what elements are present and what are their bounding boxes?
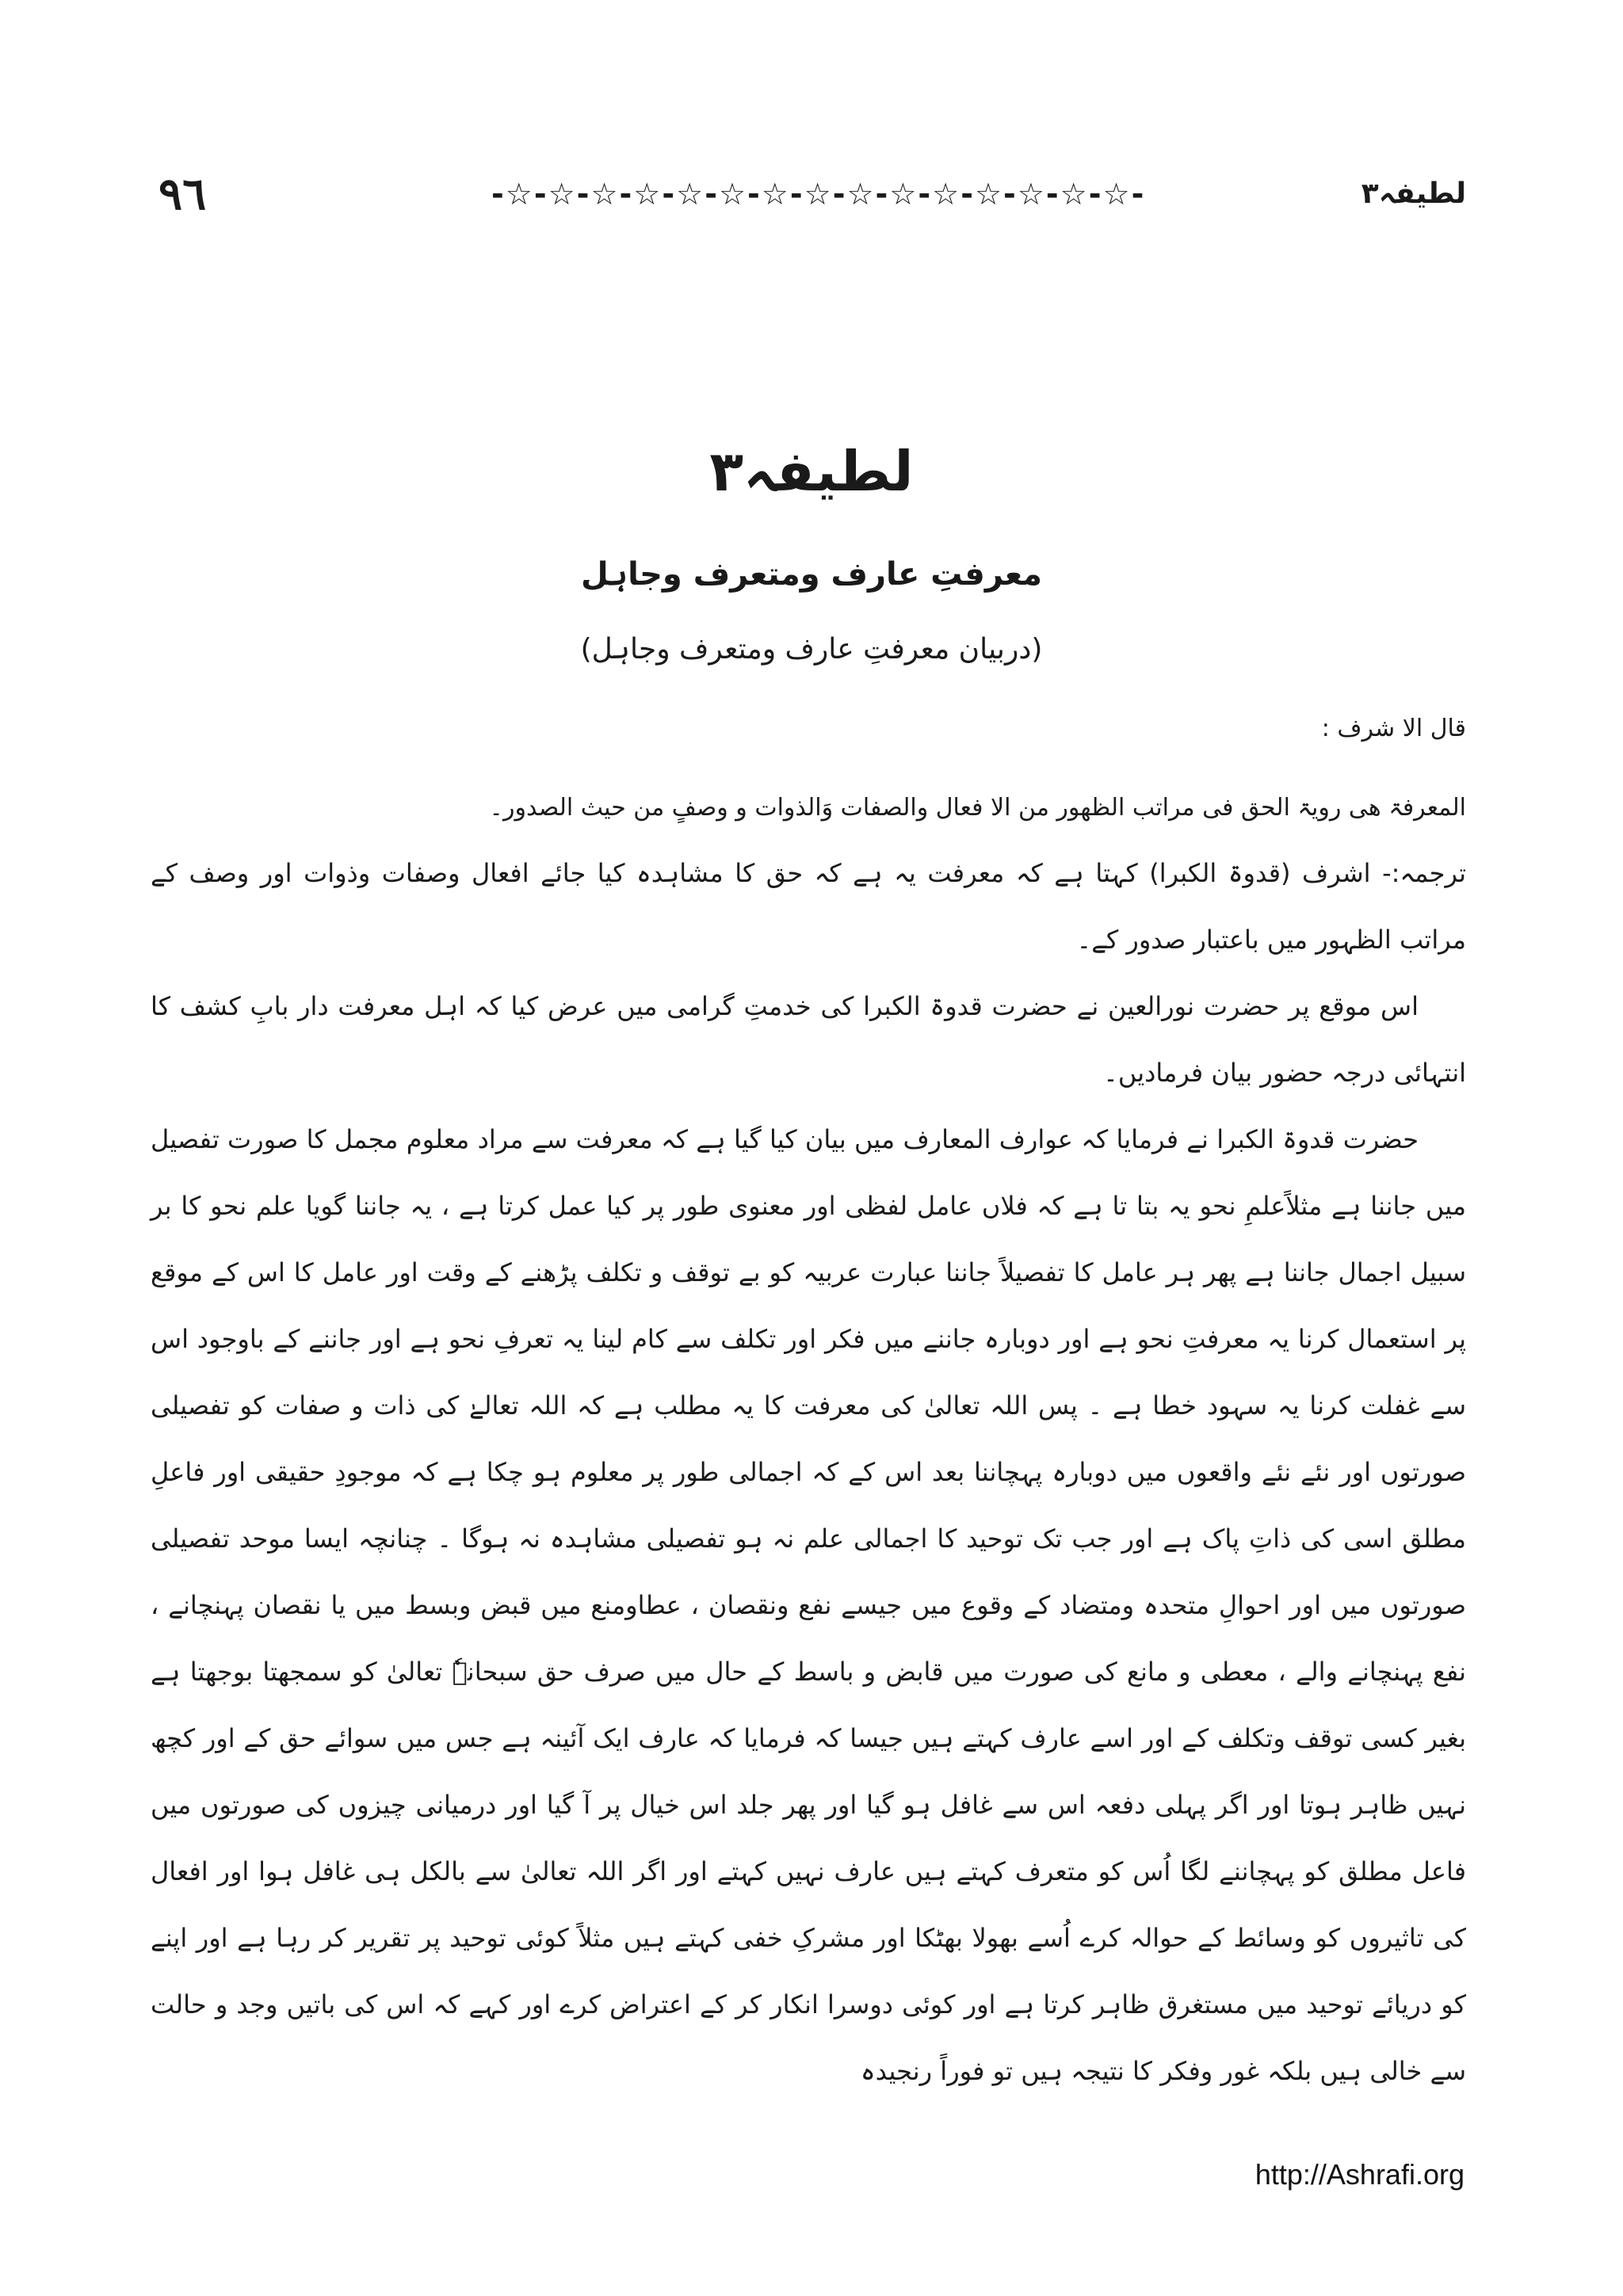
- footer-url-link[interactable]: http://Ashrafi.org: [1254, 2158, 1465, 2191]
- request-paragraph: اس موقع پر حضرت نورالعین نے حضرت قدوۃ الکبرا کی خدمتِ گرامی میں عرض کیا کہ اہل معرفت دار بابِ کشف کا انتہائی درجہ حضور بیان فرمادیں۔: [151, 991, 1466, 1088]
- translation-paragraph: ترجمہ:- اشرف (قدوۃ الکبرا) کہتا ہے کہ معرفت یہ ہے کہ حق کا مشاہدہ کیا جائے افعال وصفات وذوات اور وصف کے مراتب الظہور میں باعتبار صدور کے۔: [151, 858, 1466, 955]
- arabic-quote: المعرفۃ ھی رویۃ الحق فی مراتب الظھور من الا فعال والصفات وَالذوات و وصفٍ من حیث الصدور۔: [489, 794, 1466, 822]
- body-text: [151, 697, 1466, 2104]
- page-header: [158, 158, 1466, 230]
- answer-paragraph: حضرت قدوۃ الکبرا نے فرمایا کہ عوارف المعارف میں بیان کیا گیا ہے کہ معرفت سے مراد معلوم مجمل کا صورت تفصیل میں جاننا ہے مثلاًعلمِ نحو یہ بتا تا ہے کہ فلاں عامل لفظی اور معنوی طور پر کیا عمل کرتا ہے ، یہ جاننا گویا علم نحو کا بر سبیل اجمال جاننا ہے پھر ہر عامل کا تفصیلاً جاننا عبارت عربیہ کو بے توقف و تکلف پڑھنے کے وقت اور عامل کا اس کے موقع پر استعمال کرنا یہ معرفتِ نحو ہے اور دوبارہ جاننے میں فکر اور تکلف سے کام لینا یہ تعرفِ نحو ہے اور جاننے کے باوجود اس سے غفلت کرنا یہ سہود خطا ہے ۔ پس اللہ تعالیٰ کی معرفت کا یہ مطلب ہے کہ اللہ تعالےٰ کی ذات و صفات کو تفصیلی صورتوں اور نئے نئے واقعوں میں دوبارہ پہچاننا بعد اس کے کہ اجمالی طور پر معلوم ہو چکا ہے کہ موجودِ حقیقی اور فاعلِ مطلق اسی کی ذاتِ پاک ہے اور جب تک توحید کا اجمالی علم نہ ہو تفصیلی مشاہدہ نہ ہوگا ۔ چنانچہ ایسا موحد تفصیلی صورتوں میں اور احوالِ متحدہ ومتضاد کے وقوع میں جیسے نفع ونقصان ، عطاومنع میں قبض وبسط میں یا نقصان پہنچانے ، نفع پہنچانے والے ، معطی و مانع کی صورت میں قابض و باسط کے حال میں صرف حق سبحانہٗ تعالیٰ کو سمجھتا بوجھتا ہے بغیر کسی توقف وتکلف کے اور اسے عارف کہتے ہیں جیسا کہ فرمایا کہ عارف ایک آئینہ ہے جس میں سوائے حق کے اور کچھ نہیں ظاہر ہوتا اور اگر پہلی دفعہ اس سے غافل ہو گیا اور پھر جلد اس خیال پر آ گیا اور درمیانی چیزوں کی صورتوں میں فاعل مطلق کو پہچاننے لگا اُس کو متعرف کہتے ہیں عارف نہیں کہتے اور اگر اللہ تعالیٰ سے بالکل ہی غافل ہوا اور افعال کی تاثیروں کو وسائط کے حوالہ کرے اُسے بھولا بھٹکا اور مشرکِ خفی کہتے ہیں مثلاً کوئی توحید پر تقریر کر رہا ہے اور اپنے کو دریائے توحید میں مستغرق ظاہر کرتا ہے اور کوئی دوسرا انکار کر کے اعتراض کرے اور کہے کہ اس کی باتیں وجد و حالت سے خالی ہیں بلکہ غور وفکر کا نتیجہ ہیں تو فوراً رنجیدہ: [151, 1124, 1467, 2086]
- star-ornament-row: -☆-☆-☆-☆-☆-☆-☆-☆-☆-☆-☆-☆-☆-☆-☆-: [491, 177, 1146, 212]
- chapter-subtitle: معرفتِ عارف ومتعرف وجاہل: [580, 556, 1043, 593]
- chapter-title: لطیفہ۳: [709, 439, 914, 504]
- page-number: ٩٦: [158, 168, 207, 220]
- running-title: لطیفہ۳: [1361, 177, 1466, 210]
- attribution-line: قال الا شرف :: [1321, 715, 1466, 742]
- chapter-parenthetical: (دربیان معرفتِ عارف ومتعرف وجاہل): [580, 633, 1043, 666]
